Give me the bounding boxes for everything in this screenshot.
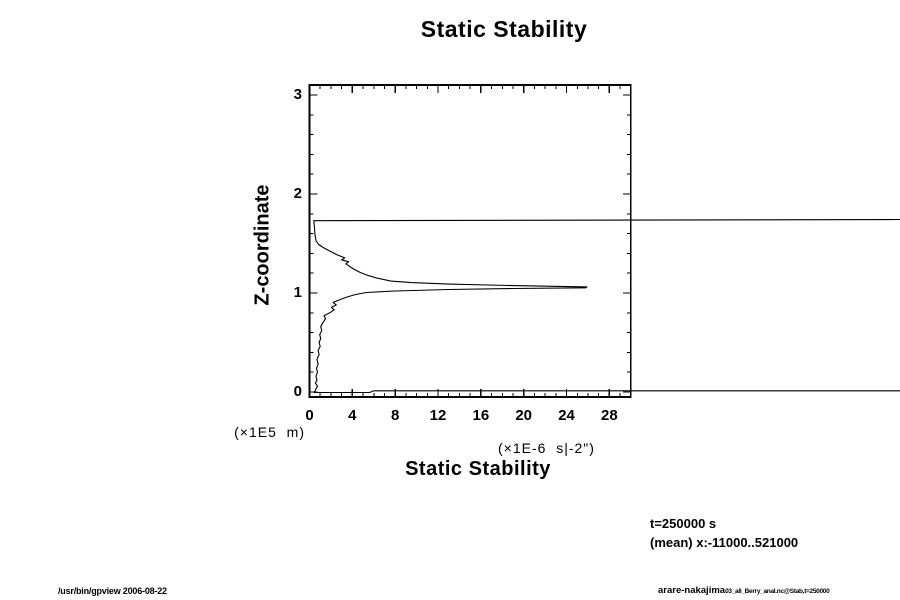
footer-source-detail: 03_all_Berry_anal.nc@Stab,t=250000 <box>725 588 830 595</box>
x-axis-unit-label: (×1E-6 s|-2") <box>498 440 595 456</box>
figure-title: Static Stability <box>420 16 588 42</box>
y-axis-title: Z-coordinate <box>251 184 274 306</box>
x-tick-label: 12 <box>429 407 447 424</box>
y-tick-label: 2 <box>293 185 302 202</box>
x-tick-label: 16 <box>472 407 490 424</box>
y-tick-label: 3 <box>293 86 302 103</box>
x-tick-label: 0 <box>305 407 314 424</box>
x-tick-label: 28 <box>601 407 618 424</box>
footer-source-main: arare-nakajima <box>658 585 726 596</box>
annotation-time: t=250000 s <box>650 516 717 531</box>
y-axis-unit-label: (×1E5 m) <box>234 424 305 440</box>
footer-source-label <box>658 585 829 596</box>
x-axis-title: Static Stability <box>405 458 551 480</box>
x-tick-label: 4 <box>348 407 357 424</box>
y-tick-label: 1 <box>293 284 302 301</box>
footer-command-date: /usr/bin/gpview 2006-08-22 <box>58 586 167 596</box>
annotation-mean-range: (mean) x:-11000..521000 <box>650 535 799 550</box>
plot-frame <box>310 85 631 397</box>
x-tick-label: 20 <box>515 407 533 424</box>
x-tick-label: 24 <box>558 407 575 424</box>
annotation-block <box>650 514 798 552</box>
x-tick-label: 8 <box>391 407 400 424</box>
static-stability-profile-line <box>314 220 900 393</box>
y-tick-label: 0 <box>293 383 302 400</box>
